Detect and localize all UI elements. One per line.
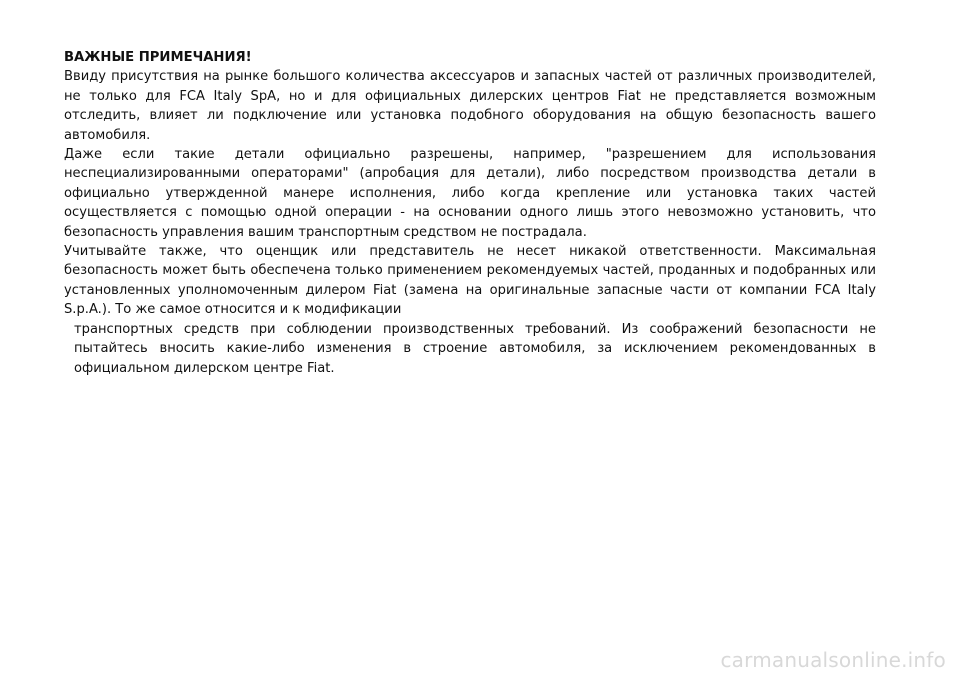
paragraph-2: Даже если такие детали официально разрешены, например, "разрешением для использования неспециализированными операторами" (апробация для детали), либо посредством производства детали в официально утвержденной манере исполнения, либо когда крепление или установка таких частей осуществляется с помощью одной операции - на основании одного лишь этого невозможно установить, что безопасность управления вашим транспортным средством не пострадала. (64, 147, 876, 240)
paragraph-4: транспортных средств при соблюдении производственных требований. Из соображений безопасности не пытайтесь вносить какие-либо изменения в строение автомобиля, за исключением рекомендованных в официальном дилерском центре Fiat. (74, 321, 876, 376)
document-body (64, 48, 876, 378)
watermark-text: carmanualsonline.info (720, 648, 946, 672)
page-title: ВАЖНЫЕ ПРИМЕЧАНИЯ! (64, 50, 252, 65)
paragraph-1: Ввиду присутствия на рынке большого количества аксессуаров и запасных частей от различных производителей, не только для FCA Italy SpA, но и для официальных дилерских центров Fiat не представляется возможным отследить, влияет ли подключение или установка подобного оборудования на общую безопасность вашего автомобиля. (64, 69, 876, 143)
paragraph-3: Учитывайте также, что оценщик или представитель не несет никакой ответственности. Максимальная безопасность может быть обеспечена только применением рекомендуемых частей, проданных и подобранных или установленных уполномоченным дилером Fiat (замена на оригинальные запасные части от компании FCA Italy S.p.A.). То же самое относится и к модификации (64, 244, 876, 318)
